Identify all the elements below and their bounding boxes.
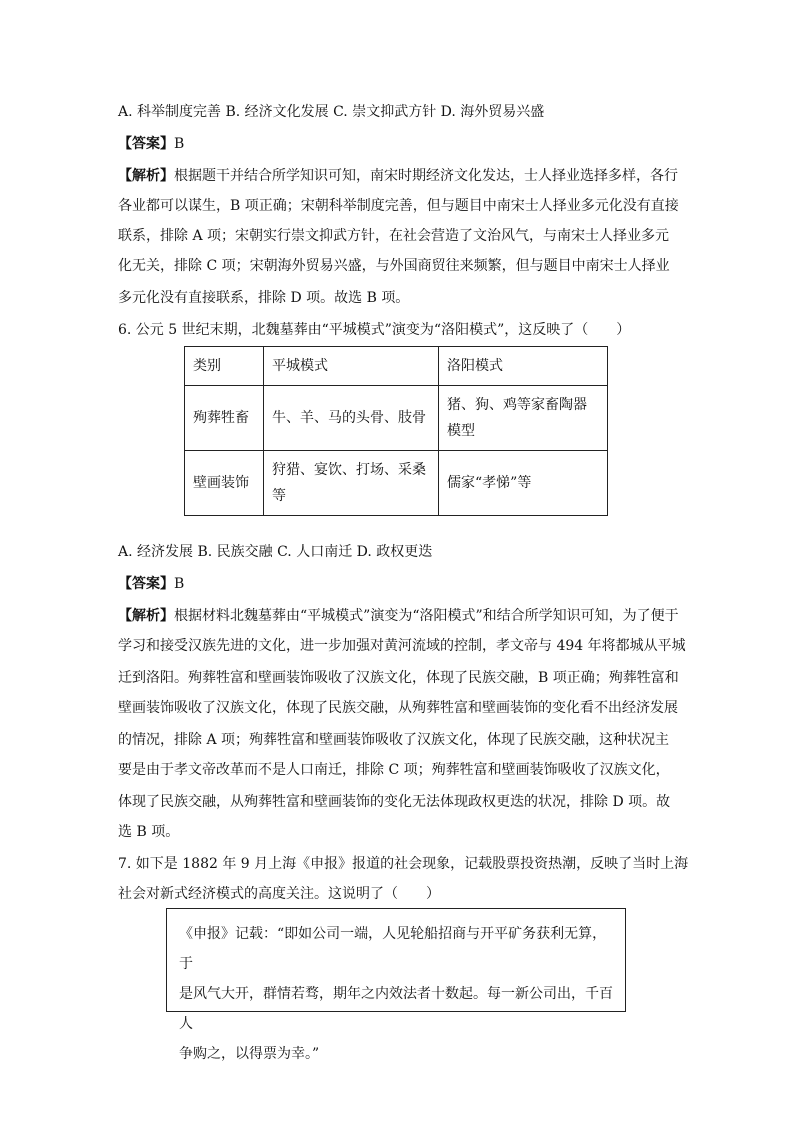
q5-options: A. 科举制度完善 B. 经济文化发展 C. 崇文抑武方针 D. 海外贸易兴盛 — [118, 104, 545, 120]
q5-analysis-line: 各业都可以谋生，B 项正确；宋朝科举制度完善，但与题目中南宋士人择业多元化没有直接 — [118, 198, 679, 214]
table-row — [185, 451, 608, 516]
q6-analysis-line: 壁画装饰吸收了汉族文化，体现了民族交融，从殉葬牲富和壁画装饰的变化看不出经济发展 — [118, 700, 678, 716]
q6-analysis-line — [118, 606, 678, 626]
quote-line: 争购之，以得票为幸。” — [179, 1046, 320, 1062]
q6-answer — [118, 574, 678, 594]
analysis-text: 根据题干并结合所学知识可知，南宋时期经济文化发达，士人择业选择多样，各行 — [174, 168, 678, 184]
q6-analysis-line: 选 B 项。 — [118, 824, 180, 840]
answer-value: B — [174, 136, 185, 152]
table-cell: 壁画装饰 — [185, 451, 264, 516]
quote-line: 是风气大开，群情若骛，期年之内效法者十数起。每一新公司出，千百人 — [179, 986, 613, 1032]
table-header-cell: 洛阳模式 — [439, 347, 608, 386]
q6-analysis-line: 学习和接受汉族先进的文化，进一步加强对黄河流域的控制，孝文帝与 494 年将都城从平城 — [118, 638, 686, 654]
q7-quote-box — [166, 908, 626, 1062]
q6-stem: 6. 公元 5 世纪末期，北魏墓葬由“平城模式”演变为“洛阳模式”，这反映了（ ） — [118, 322, 631, 338]
table-cell: 狩猎、宴饮、打场、采桑等 — [264, 451, 439, 516]
q6-analysis-line: 体现了民族交融，从殉葬牲富和壁画装饰的变化无法体现政权更迭的状况，排除 D 项。故 — [118, 794, 671, 810]
q5-answer — [118, 134, 678, 154]
table-cell: 牛、羊、马的头骨、肢骨 — [264, 386, 439, 451]
q6-options: A. 经济发展 B. 民族交融 C. 人口南迁 D. 政权更迭 — [118, 544, 433, 560]
table-header-row — [185, 347, 608, 386]
table-cell: 儒家“孝悌”等 — [439, 451, 608, 516]
table-cell: 猪、狗、鸡等家畜陶器模型 — [439, 386, 608, 451]
table-header-cell: 平城模式 — [264, 347, 439, 386]
table-row — [185, 386, 608, 451]
analysis-text: 根据材料北魏墓葬由“平城模式”演变为“洛阳模式”和结合所学知识可知，为了便于 — [174, 608, 679, 624]
analysis-tag: 【解析】 — [118, 608, 174, 624]
q6-analysis-line: 的情况，排除 A 项；殉葬牲富和壁画装饰吸收了汉族文化，体现了民族交融，这种状况主 — [118, 732, 670, 748]
q5-analysis-line: 联系，排除 A 项；宋朝实行崇文抑武方针，在社会营造了文治风气，与南宋士人择业多元 — [118, 228, 670, 244]
quote-line: 《申报》记载：“即如公司一端，人见轮船招商与开平矿务获利无算，于 — [179, 926, 607, 972]
answer-value: B — [174, 576, 185, 592]
q5-analysis-line — [118, 166, 678, 186]
q5-analysis-line: 化无关，排除 C 项；宋朝海外贸易兴盛，与外国商贸往来频繁，但与题目中南宋士人择业 — [118, 258, 670, 274]
q6-analysis-line: 要是由于孝文帝改革而不是人口南迁，排除 C 项；殉葬牲富和壁画装饰吸收了汉族文化， — [118, 762, 670, 778]
q7-stem-line: 社会对新式经济模式的高度关注。这说明了（ ） — [118, 886, 440, 902]
table-cell: 殉葬牲畜 — [185, 386, 264, 451]
q6-comparison-table — [184, 346, 608, 516]
table-header-cell: 类别 — [185, 347, 264, 386]
analysis-tag: 【解析】 — [118, 168, 174, 184]
q6-analysis-line: 迁到洛阳。殉葬牲富和壁画装饰吸收了汉族文化，体现了民族交融，B 项正确；殉葬牲富和 — [118, 670, 679, 686]
q7-stem-line: 7. 如下是 1882 年 9 月上海《申报》报道的社会现象，记载股票投资热潮，反映了当时上海 — [118, 856, 689, 872]
answer-tag: 【答案】 — [118, 136, 174, 152]
answer-tag: 【答案】 — [118, 576, 174, 592]
q5-analysis-line: 多元化没有直接联系，排除 D 项。故选 B 项。 — [118, 290, 410, 306]
